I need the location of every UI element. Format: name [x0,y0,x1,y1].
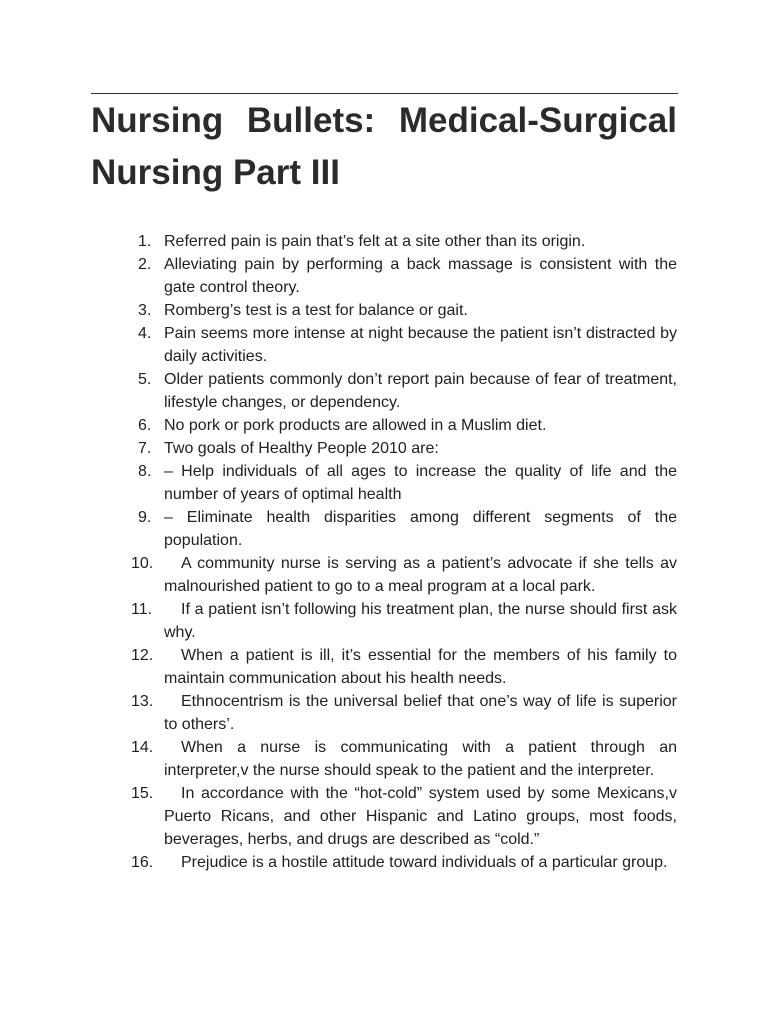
list-item [138,368,677,414]
list-item-number: 15. [131,785,154,802]
list-item-number: 12. [131,647,154,664]
list-item-number: 14. [131,739,154,756]
list-item-text: When a patient is ill, it’s essential for the members of his family to maintain communication about his health needs. [164,647,677,687]
list-item [131,851,677,874]
list-item [131,644,677,690]
list-item-number: 16. [131,854,154,871]
list-item-number: 6. [138,417,152,434]
list-item-text: No pork or pork products are allowed in a Muslim diet. [164,417,547,434]
list-item [131,736,677,782]
list-item [138,299,677,322]
list-item [138,414,677,437]
list-item-text: – Eliminate health disparities among different segments of the population. [164,509,677,549]
list-item-number: 10. [131,555,154,572]
list-item-number: 2. [138,256,152,273]
list-item-number: 9. [138,509,152,526]
title-divider [91,93,678,94]
list-item [138,460,677,506]
list-item-text: Older patients commonly don’t report pain because of fear of treatment, lifestyle changes, or dependency. [164,371,677,411]
list-item-text: Two goals of Healthy People 2010 are: [164,440,439,457]
list-item-text: Alleviating pain by performing a back massage is consistent with the gate control theory. [164,256,677,296]
list-item-number: 5. [138,371,152,388]
list-item-text: Pain seems more intense at night because the patient isn’t distracted by daily activities. [164,325,677,365]
list-item [138,506,677,552]
list-item [131,782,677,851]
list-item-text: In accordance with the “hot-cold” system used by some Mexicans,v Puerto Ricans, and other Hispanic and Latino groups, most foods, beverages, herbs, and drugs are described as “cold.” [164,785,677,848]
list-item-text: When a nurse is communicating with a patient through an interpreter,v the nurse should speak to the patient and the interpreter. [164,739,677,779]
list-item [138,253,677,299]
page-title: Nursing Bullets: Medical-Surgical Nursing Part III [91,101,677,192]
list-item [131,690,677,736]
list-item-number: 13. [131,693,154,710]
list-item-text: – Help individuals of all ages to increase the quality of life and the number of years of optimal health [164,463,677,503]
list-item [138,230,677,253]
list-item [138,437,677,460]
list-item-text: A community nurse is serving as a patient’s advocate if she tells av malnourished patient to go to a meal program at a local park. [164,555,677,595]
list-item-text: If a patient isn’t following his treatment plan, the nurse should first ask why. [164,601,677,641]
list-item-number: 7. [138,440,152,457]
list-item-text: Prejudice is a hostile attitude toward individuals of a particular group. [181,854,668,871]
list-item [131,552,677,598]
list-item-number: 1. [138,233,152,250]
list-item [131,598,677,644]
list-item-text: Ethnocentrism is the universal belief that one’s way of life is superior to others’. [164,693,677,733]
bullet-list [131,230,677,874]
list-item-number: 11. [131,601,153,618]
list-item-text: Referred pain is pain that’s felt at a site other than its origin. [164,233,586,250]
list-item [138,322,677,368]
list-item-number: 4. [138,325,152,342]
list-item-number: 8. [138,463,152,480]
list-item-text: Romberg’s test is a test for balance or gait. [164,302,468,319]
list-item-number: 3. [138,302,152,319]
